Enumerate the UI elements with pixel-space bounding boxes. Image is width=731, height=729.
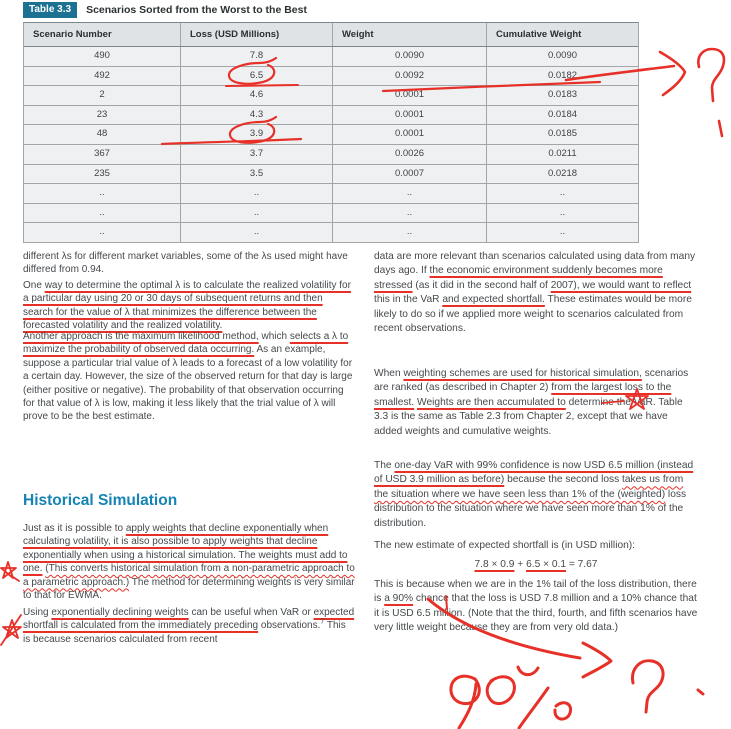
table-cell: 0.0007	[333, 165, 487, 184]
table-cell: ..	[24, 184, 181, 203]
table-cell: 0.0183	[547, 89, 578, 101]
text-segment: Just as it is possible to	[23, 523, 126, 534]
paragraph	[23, 250, 355, 277]
text-segment: this in the VaR	[374, 294, 443, 306]
table-cell: 0.0001	[333, 125, 487, 144]
table-cell: 235	[24, 165, 181, 184]
table-cell: 6.5	[181, 67, 333, 86]
table-cell: 490	[24, 47, 181, 66]
text-segment: which	[258, 331, 290, 342]
paragraph	[374, 539, 698, 553]
text-segment: 7.8 × 0.9	[474, 559, 515, 570]
table-header-cell: Weight	[333, 23, 487, 46]
text-segment: way to determine the optimal λ is to calculate the realized volatility for a particular day using 20 or 30 days of subsequent returns and then search for the value of λ that minimizes the difference between the forecasted volatility and the realized volatility.	[23, 280, 351, 332]
right-column	[374, 0, 698, 729]
table-cell: 3.7	[181, 145, 333, 164]
text-segment: +	[514, 559, 527, 570]
text-segment: the economic environment suddenly becomes more stressed	[374, 265, 663, 291]
table-cell: ..	[333, 204, 487, 223]
paragraph	[23, 330, 355, 424]
table-cell: ..	[559, 206, 566, 218]
dot-bottom-right-mark	[698, 690, 703, 694]
table-header-cell: Loss (USD Millions)	[181, 23, 333, 46]
text-segment: apply weights that decline exponentially when calculating volatility, it is also possible to apply weights that decline exponentially when using a historical simulation. The weights must add to one.	[23, 523, 348, 575]
text-segment: chance that the loss is USD 7.8 million and a 10% chance that it is USD 6.5 million. (Note that the third, fourth, and fifth scenarios have very little weight because they are from very old data.)	[374, 593, 698, 634]
table-cell: 0.0092	[333, 67, 487, 86]
text-segment: Using	[23, 607, 52, 618]
text-segment: 6.5 × 0.1	[526, 559, 567, 570]
paragraph	[23, 279, 355, 333]
table-cell: 0.0218	[547, 167, 578, 179]
text-segment: expected shortfall is calculated from the immediately preceding	[23, 607, 355, 632]
text-segment: = 7.67	[566, 559, 598, 570]
paragraph	[374, 459, 698, 531]
star-left-margin-1-mark	[1, 562, 19, 581]
text-segment: This is because scenarios calculated from recent	[23, 620, 346, 645]
table-cell: 0.0090	[547, 50, 578, 61]
text-segment: a 90%	[384, 593, 414, 605]
table-cell: 0.0211	[548, 147, 577, 159]
table-cell: ..	[181, 223, 333, 242]
text-segment: one-day VaR with 99% confidence is now USD 6.5 million (instead of USD 3.9 million as before)	[374, 460, 694, 486]
text-segment: and expected shortfall.	[442, 294, 545, 306]
table-header-cell: Cumulative Weight	[496, 29, 582, 40]
table-cell: 0.0001	[333, 86, 487, 105]
paragraph	[374, 367, 698, 439]
table-cell: 4.6	[181, 86, 333, 105]
text-segment: One	[23, 280, 45, 291]
left-column	[23, 0, 355, 729]
paragraph	[374, 250, 698, 336]
formula	[374, 558, 731, 572]
table-cell: 3.5	[181, 165, 333, 184]
table-header-cell: Scenario Number	[24, 23, 181, 46]
question-mark-top-glyph	[698, 49, 724, 101]
table-cell: 0.0001	[333, 106, 487, 125]
question-mark-top-dot	[719, 121, 722, 136]
text-segment: The	[374, 460, 395, 471]
text-segment: Another approach is the maximum likelihood method,	[23, 331, 259, 342]
text-segment: because the second loss	[504, 474, 623, 486]
table-cell: 0.0090	[333, 47, 487, 66]
table-cell: 2	[24, 86, 181, 105]
table-cell: ..	[24, 204, 181, 223]
text-segment: The new estimate of expected shortfall is (in USD million):	[374, 540, 636, 551]
table-cell: 0.0182	[547, 69, 578, 81]
text-segment: This is because when we are in the 1% tail of the loss distribution, there is	[374, 579, 697, 605]
table-cell: 48	[24, 125, 181, 144]
text-segment: The method for determining weights is very similar to that for EWMA.	[23, 576, 355, 602]
text-segment: selects a λ to maximize the probability of observed data occurring.	[23, 331, 349, 356]
table-badge: Table 3.3	[23, 2, 77, 18]
text-segment: data are more relevant than scenarios calculated using data from many days ago. If	[374, 251, 696, 277]
text-segment: weighting schemes are used for historical simulation,	[403, 368, 642, 379]
table-cell: ..	[181, 184, 333, 203]
table-cell: ..	[24, 223, 181, 242]
paragraph	[23, 522, 355, 602]
text-segment: scenarios are ranked (as described in Chapter 2)	[374, 368, 689, 394]
text-segment: As an example, suppose a particular trial value of λ leads to a forecast of a low volatility for a certain day. However, the size of the observed return for that day is large (either positive or negative). The probability of that observation occurring for that value of λ is low, making it less likely that the trial value of λ will prove to be the best estimate.	[23, 344, 353, 423]
table-cell: 0.0026	[333, 145, 487, 164]
text-segment: takes us from the situation where we have seen less than 1% of the (weighted)	[374, 474, 684, 500]
text-segment: 7	[320, 619, 325, 627]
text-segment: determine the VaR. Table 3.3 is the same as Table 2.3 from Chapter 2, except that we have added weights and cumulative weights.	[374, 396, 683, 437]
table-cell: ..	[333, 223, 487, 242]
text-segment: loss distribution to the situation where we have seen more than 1% of the distribution.	[374, 488, 687, 529]
text-segment: (as it did in the second half of	[412, 279, 551, 291]
table-cell: ..	[559, 226, 566, 238]
table-title: Scenarios Sorted from the Worst to the Best	[86, 4, 307, 16]
star-left-margin-2-mark	[1, 615, 21, 645]
table-cell: ..	[333, 184, 487, 203]
table-cell: 367	[24, 145, 181, 164]
text-segment: different λs for different market variables, some of the λs used might have differed from 0.94.	[23, 251, 348, 276]
table-cell: 492	[24, 67, 181, 86]
text-segment: from the largest loss to the smallest.	[374, 382, 672, 408]
table-cell: 0.0184	[547, 108, 578, 120]
table-cell: ..	[559, 187, 566, 199]
text-segment: 2007), we would want to reflect	[550, 279, 692, 291]
table-cell: 23	[24, 106, 181, 125]
table-cell: 0.0185	[547, 128, 578, 140]
table-cell: 3.9	[181, 125, 333, 144]
paragraph	[374, 578, 698, 636]
text-segment: can be useful when VaR or	[188, 607, 314, 618]
paragraph	[23, 606, 355, 646]
section-heading: Historical Simulation	[23, 492, 178, 509]
table-cell: ..	[181, 204, 333, 223]
text-segment: observations.	[258, 620, 321, 632]
text-segment: (This converts historical simulation from a non-parametric approach to a parametric approach.)	[23, 563, 355, 588]
table-cell: 7.8	[181, 47, 333, 66]
table-cell: 4.3	[181, 106, 333, 125]
text-segment: These estimates would be more likely to do so if we applied more weight to scenarios calculated from recent observations.	[374, 294, 692, 335]
text-segment: Weights are then accumulated to	[417, 396, 566, 408]
text-segment: exponentially declining weights	[51, 607, 189, 618]
text-segment: When	[374, 368, 404, 379]
